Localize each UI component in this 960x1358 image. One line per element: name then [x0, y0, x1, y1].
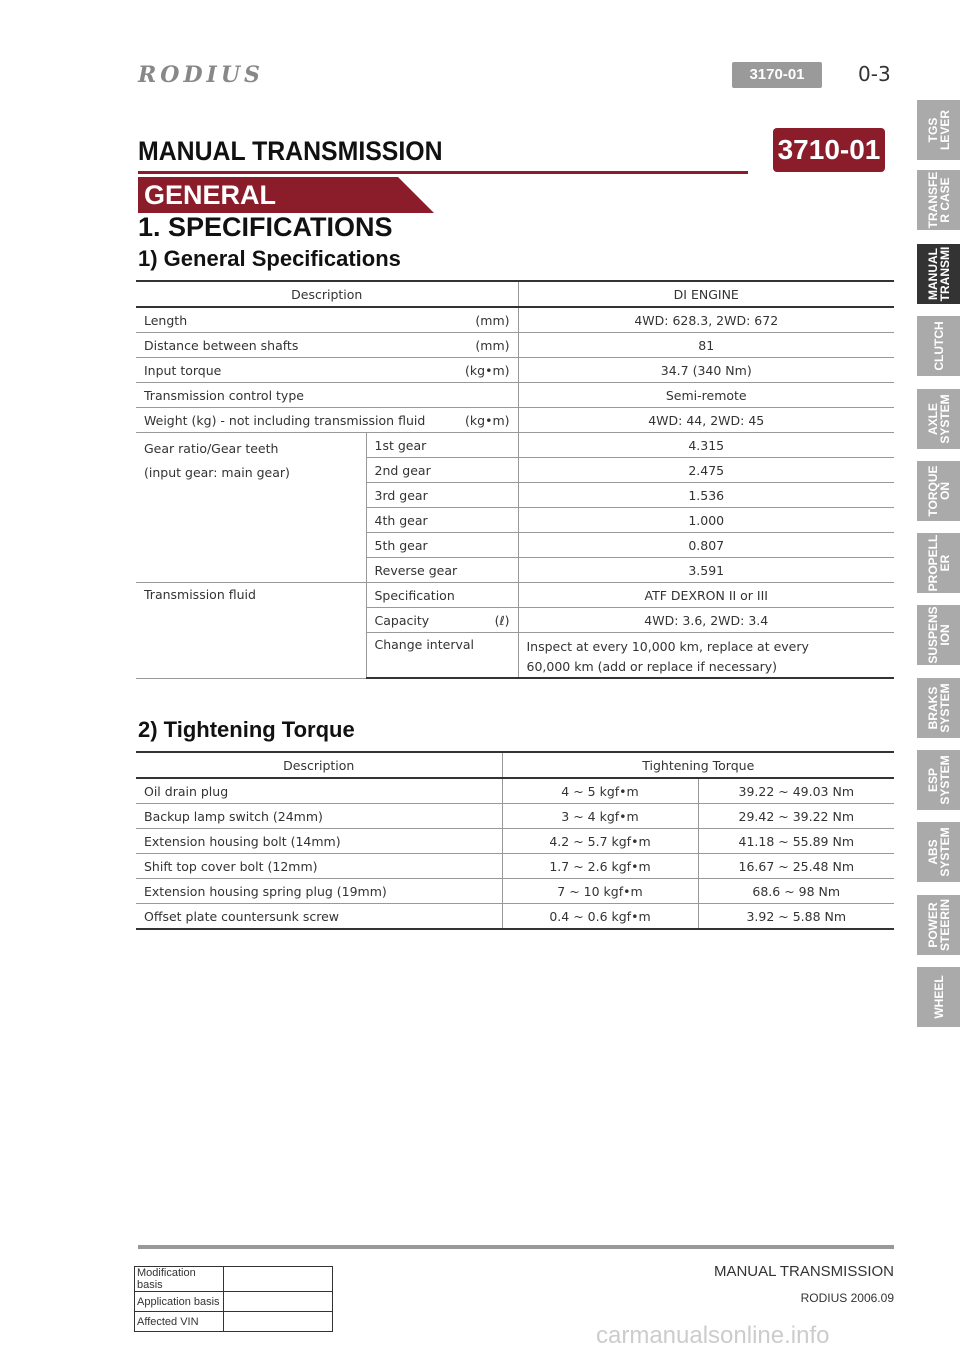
row-label: Weight (kg) - not including transmission fluid [144, 412, 426, 428]
tab-torque-on[interactable]: TORQUE ON [917, 461, 960, 521]
capacity-label: Capacity [374, 612, 430, 628]
tab-transfer-case[interactable]: TRANSFE R CASE [917, 170, 960, 230]
fluid-label: Transmission fluid [136, 583, 366, 679]
tab-abs-system[interactable]: ABS SYSTEM [917, 822, 960, 882]
tab-brake-system[interactable]: BRAKS SYSTEM [917, 678, 960, 738]
table-row [136, 804, 894, 829]
row-label: Transmission control type [136, 383, 518, 408]
section-code-badge: 3170-01 [732, 62, 822, 88]
mod-label: Application basis [135, 1292, 224, 1312]
mod-label: Affected VIN [135, 1312, 224, 1332]
header-cell: Tightening Torque [502, 752, 894, 778]
tab-clutch[interactable]: CLUTCH [917, 316, 960, 376]
gear-name: Reverse gear [366, 558, 518, 583]
torque-nm: 41.18 ~ 55.89 Nm [698, 829, 894, 854]
capacity-unit: (ℓ) [494, 612, 510, 628]
table-row [136, 778, 894, 804]
gear-name: 5th gear [366, 533, 518, 558]
torque-kgfm: 4.2 ~ 5.7 kgf•m [502, 829, 698, 854]
row-label: Length [144, 312, 188, 328]
gear-name: 1st gear [366, 433, 518, 458]
tab-axle-system[interactable]: AXLE SYSTEM [917, 389, 960, 449]
torque-nm: 39.22 ~ 49.03 Nm [698, 778, 894, 804]
mod-label: Modification basis [135, 1267, 224, 1292]
gear-ratio: 2.475 [518, 458, 894, 483]
gear-ratio: 4.315 [518, 433, 894, 458]
page-title: MANUAL TRANSMISSION [138, 136, 443, 166]
table-header-row [136, 281, 894, 307]
torque-kgfm: 3 ~ 4 kgf•m [502, 804, 698, 829]
torque-nm: 3.92 ~ 5.88 Nm [698, 904, 894, 930]
table-row [136, 879, 894, 904]
interval-value-line1: Inspect at every 10,000 km, replace at every [526, 639, 809, 654]
gear-ratio-label: Gear ratio/Gear teeth [144, 441, 279, 456]
footer-title: MANUAL TRANSMISSION [713, 1263, 894, 1280]
header-cell: Description [136, 752, 502, 778]
torque-description: Extension housing bolt (14mm) [136, 829, 502, 854]
torque-description: Backup lamp switch (24mm) [136, 804, 502, 829]
tab-wheel[interactable]: WHEEL [917, 967, 960, 1027]
brand-logo: RODIUS [138, 62, 264, 88]
title-code-badge: 3710-01 [773, 128, 885, 172]
torque-description: Oil drain plug [136, 778, 502, 804]
row-unit: (mm) [475, 337, 510, 353]
table-row [136, 408, 894, 433]
mod-value [224, 1267, 333, 1292]
torque-kgfm: 7 ~ 10 kgf•m [502, 879, 698, 904]
row-value: 34.7 (340 Nm) [518, 358, 894, 383]
header-cell: Description [136, 281, 518, 307]
gear-ratio: 1.000 [518, 508, 894, 533]
table-row [136, 433, 894, 458]
table-row [136, 333, 894, 358]
interval-label: Change interval [366, 633, 518, 679]
torque-description: Shift top cover bolt (12mm) [136, 854, 502, 879]
tab-propeller[interactable]: PROPELL ER [917, 533, 960, 593]
table-row [136, 904, 894, 930]
modification-table [134, 1266, 333, 1332]
table-header-row [136, 752, 894, 778]
page-number: 0-3 [858, 62, 891, 86]
row-label: Input torque [144, 362, 222, 378]
torque-description: Extension housing spring plug (19mm) [136, 879, 502, 904]
torque-kgfm: 1.7 ~ 2.6 kgf•m [502, 854, 698, 879]
fluid-spec-label: Specification [366, 583, 518, 608]
table-row [136, 358, 894, 383]
gear-ratio: 0.807 [518, 533, 894, 558]
subsection-heading-general: 1) General Specifications [138, 246, 401, 271]
interval-value-line2: 60,000 km (add or replace if necessary) [526, 659, 778, 674]
tab-tgs-lever[interactable]: TGS LEVER [917, 100, 960, 160]
header-cell: DI ENGINE [518, 281, 894, 307]
footer-rule [138, 1245, 894, 1249]
gear-ratio: 1.536 [518, 483, 894, 508]
torque-kgfm: 0.4 ~ 0.6 kgf•m [502, 904, 698, 930]
row-unit: (kg•m) [465, 362, 510, 378]
row-value: 4WD: 628.3, 2WD: 672 [518, 307, 894, 333]
row-label: Distance between shafts [144, 337, 299, 353]
tab-esp-system[interactable]: ESP SYSTEM [917, 750, 960, 810]
table-row [136, 854, 894, 879]
watermark: carmanualsonline.info [596, 1322, 830, 1349]
table-row [135, 1312, 333, 1332]
torque-table [136, 751, 894, 930]
torque-description: Offset plate countersunk screw [136, 904, 502, 930]
gear-name: 3rd gear [366, 483, 518, 508]
general-spec-table [136, 280, 894, 679]
fluid-spec-value: ATF DEXRON II or III [518, 583, 894, 608]
general-banner-label: GENERAL [144, 180, 277, 210]
tab-manual-transmission[interactable]: MANUAL TRANSMI [917, 244, 960, 304]
section-heading: 1. SPECIFICATIONS [138, 212, 393, 242]
torque-nm: 68.6 ~ 98 Nm [698, 879, 894, 904]
row-value: Semi-remote [518, 383, 894, 408]
row-value: 81 [518, 333, 894, 358]
table-row [136, 383, 894, 408]
gear-name: 4th gear [366, 508, 518, 533]
subsection-heading-torque: 2) Tightening Torque [138, 717, 355, 742]
tab-suspension[interactable]: SUSPENS ION [917, 605, 960, 665]
mod-value [224, 1312, 333, 1332]
row-unit: (mm) [475, 312, 510, 328]
gear-name: 2nd gear [366, 458, 518, 483]
table-row [135, 1292, 333, 1312]
table-row [136, 307, 894, 333]
table-row [135, 1267, 333, 1292]
gear-ratio: 3.591 [518, 558, 894, 583]
mod-value [224, 1292, 333, 1312]
table-row [136, 829, 894, 854]
footer-model-date: RODIUS 2006.09 [800, 1291, 894, 1305]
tab-power-steering[interactable]: POWER STEERIN [917, 895, 960, 955]
torque-kgfm: 4 ~ 5 kgf•m [502, 778, 698, 804]
row-value: 4WD: 44, 2WD: 45 [518, 408, 894, 433]
title-rule [138, 171, 748, 174]
torque-nm: 29.42 ~ 39.22 Nm [698, 804, 894, 829]
table-row [136, 583, 894, 608]
row-unit: (kg•m) [465, 412, 510, 428]
capacity-value: 4WD: 3.6, 2WD: 3.4 [518, 608, 894, 633]
torque-nm: 16.67 ~ 25.48 Nm [698, 854, 894, 879]
gear-ratio-sublabel: (input gear: main gear) [144, 465, 290, 480]
